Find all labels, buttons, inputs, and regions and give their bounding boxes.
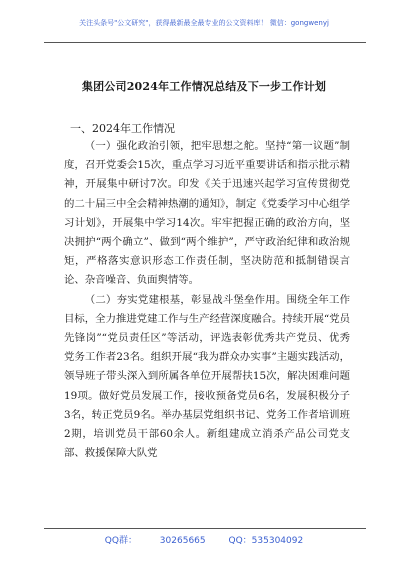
paragraph-1: （一）强化政治引领，把牢思想之舵。坚持“第一议题”制度，召开党委会15次，重点学习习近平重要讲话和指示批示精神，开展集中研讨7次。印发《关于迅速兴起学习宣传贯彻党的二十届三中全会精神热潮的通知》，制定《党委学习中心组学习计划》，开展集中学习14次。牢牢把握正确的政治方向，坚决拥护“两个确立”、做到“两个维护”，严守政治纪律和政治规矩，严格落实意识形态工作责任制，坚决防范和抵制错误言论、杂音噪音、负面舆情等。 (64, 140, 350, 287)
document-title: 集团公司2024年工作情况总结及下一步工作计划 (81, 80, 327, 93)
footer-banner (0, 533, 408, 546)
footer-divider (44, 528, 366, 529)
paragraph-2: （二）夯实党建根基，彰显战斗堡垒作用。围绕全年工作目标，全力推进党建工作与生产经营深度融合。持续开展“党员先锋岗”“党员责任区”等活动，评选表彰优秀共产党员、优秀党务工作者23名。组织开展“我为群众办实事”主题实践活动，领导班子带头深入到所属各单位开展帮扶15次，解决困难问题19项。做好党员发展工作，接收预备党员6名，发展积极分子3名，转正党员9名。举办基层党组织书记、党务工作者培训班2期，培训党员干部60余人。新组建成立消杀产品公司党支部、救援保障大队党 (64, 293, 350, 460)
header-divider (44, 42, 366, 43)
qq-group-label: QQ群： 30265665 (104, 536, 206, 546)
header-banner: 关注头条号"公文研究"，获得最新最全最专业的公文资料库！ 微信：gongwenyj (79, 19, 329, 27)
document-body (64, 137, 350, 463)
section-heading: 一、2024年工作情况 (70, 122, 175, 135)
qq-contact-label: QQ：535304092 (228, 536, 304, 546)
